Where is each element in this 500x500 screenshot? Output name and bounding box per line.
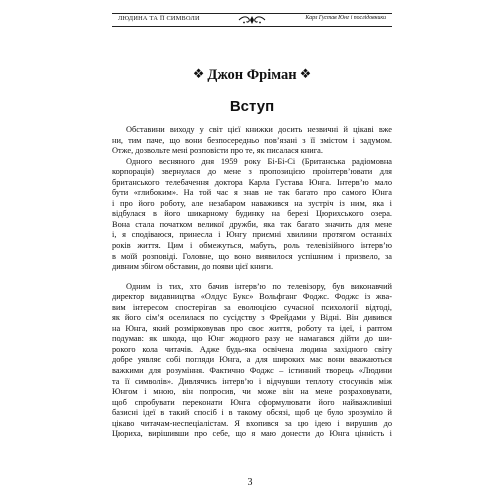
author-heading xyxy=(112,67,392,84)
header-book-title: ЛЮДИНА ТА ЇЇ СИМВОЛИ xyxy=(118,15,200,22)
text-line: Цюриха, вирішивши про себе, що я маю донести до Юнга цінність і xyxy=(112,429,392,439)
text-line: ни, тим паче, що вони безпосередньо пов’язані з її змістом і задумом. xyxy=(112,135,392,145)
text-line: цікаво читачам-неспеціалістам. Я вхопився за цю ідею і вирушив до xyxy=(112,418,392,428)
paragraph-3 xyxy=(112,282,392,440)
text-line: як його сім’я оселилася по сусідству з Фрейдами у Відні. Він дивився xyxy=(112,313,392,323)
ornament-right-icon: ❖ xyxy=(299,66,312,81)
text-line: Одним із тих, хто бачив інтерв’ю по телевізору, був виконавчий xyxy=(126,281,392,291)
ornament-left-icon: ❖ xyxy=(192,66,205,81)
text-line: Юнгом і мною, він попросив, чи може він на мене розраховувати, xyxy=(112,387,392,397)
author-name: Джон Фріман xyxy=(207,67,297,83)
text-line: директор видавництва «Олдус Букс» Вольфганг Фоджс. Фоджс із жва- xyxy=(112,292,392,302)
paragraph-2 xyxy=(112,157,392,273)
text-line: дивним збігом обставин, до появи цієї книги. xyxy=(112,262,274,272)
text-line: щоб спробувати переконати Юнга сформулювати його найважливіші xyxy=(112,397,392,407)
paragraph-1 xyxy=(112,125,392,157)
text-line: корпорація) звернулася до мене з пропозицією проінтерв’ювати для xyxy=(112,167,392,177)
paragraph-gap xyxy=(112,273,392,282)
chapter-title: Вступ xyxy=(229,98,275,115)
text-line: Одного весняного дня 1959 року Бі-Бі-Сі (Британська радіомовна xyxy=(126,156,392,166)
text-line: і, я сподіваюся, принесла і Юнгу приємні хвилини протягом останніх xyxy=(112,230,392,240)
text-line: бути «глибоким». На той час я знав не так багато про самого Юнга xyxy=(112,188,392,198)
page-number: 3 xyxy=(247,477,253,488)
text-line: британського телебачення доктора Карла Густава Юнга. Інтерв’ю мало xyxy=(112,177,392,187)
fleuron-icon xyxy=(237,13,267,27)
text-line: в моїй розповіді. Головне, що воно виявилося успішним і призвело, за xyxy=(112,251,392,261)
text-line: і про його роботу, але незабаром наважився на зустріч із ним, яка і xyxy=(112,198,392,208)
text-line: подумав: як шкода, що Юнг жодного разу не намагався дійти до ши- xyxy=(112,334,392,344)
text-line: Вона стала початком великої дружби, яка так багато значить для мене xyxy=(112,219,392,229)
text-line: Отже, дозвольте мені розповісти про те, як писалася книга. xyxy=(112,146,323,156)
text-line: рокого кола читачів. Адже будь-яка освічена людина західного світу xyxy=(112,344,392,354)
text-line: Обставини виходу у світ цієї книжки досить незвичні й цікаві вже xyxy=(126,125,392,134)
text-line: важкими для розуміння. Фактично Фоджс – істинний творець «Людини xyxy=(112,366,392,376)
text-line: та її символів». Дивлячись інтерв’ю і відчувши теплоту стосунків між xyxy=(112,376,392,386)
text-line: базисні ідеї в такий спосіб і в такому обсязі, щоб це було зрозуміло й xyxy=(112,408,392,418)
text-line: на Юнга, який розмірковував про своє життя, роботу та ідеї, і раптом xyxy=(112,323,392,333)
body-text xyxy=(112,125,392,440)
text-line: відбулася в його шикарному будинку на березі Цюрихського озера. xyxy=(112,209,392,219)
text-line: вим інтересом спостерігав за еволюцією сучасної психології відтоді, xyxy=(112,302,392,312)
text-line: років життя. Цим і обмежуться, мабуть, роль телевізійного інтерв’ю xyxy=(112,241,392,251)
header-section-title: Карл Густав Юнг і послідовники xyxy=(305,15,386,21)
running-header xyxy=(112,13,392,27)
text-line: добре уявляє собі погляди Юнга, а для широких мас вони вважаються xyxy=(112,355,392,365)
